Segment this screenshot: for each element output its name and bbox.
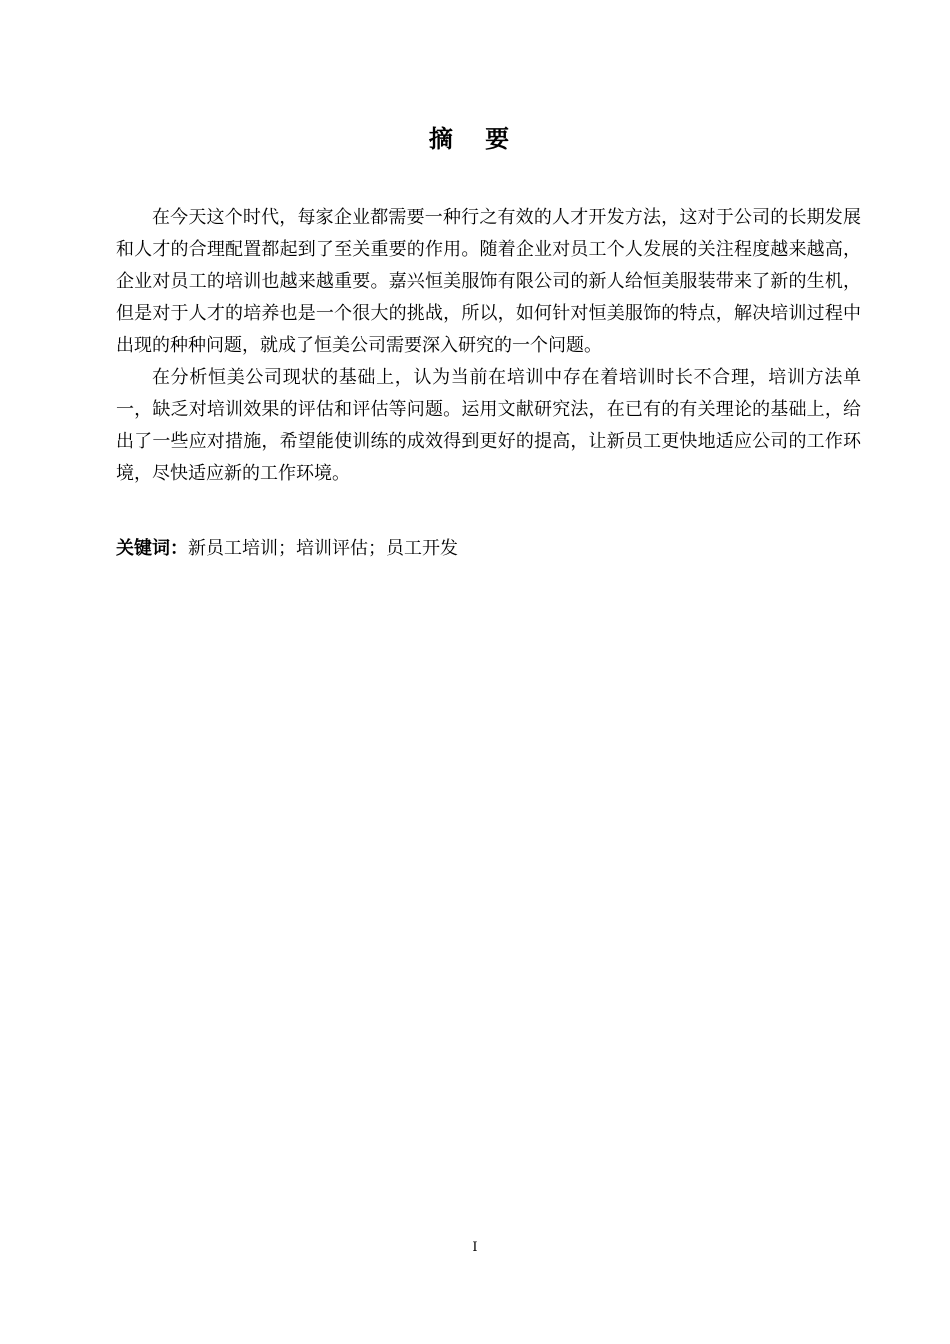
keywords-line xyxy=(116,533,861,565)
abstract-paragraph-1: 在今天这个时代，每家企业都需要一种行之有效的人才开发方法，这对于公司的长期发展和人才的合理配置都起到了至关重要的作用。随着企业对员工个人发展的关注程度越来越高，企业对员工的培训也越来越重要。嘉兴恒美服饰有限公司的新人给恒美服装带来了新的生机，但是对于人才的培养也是一个很大的挑战，所以，如何针对恒美服饰的特点，解决培训过程中出现的种种问题，就成了恒美公司需要深入研究的一个问题。 xyxy=(116,207,861,356)
keywords-label: 关键词： xyxy=(116,538,188,559)
page-title: 摘 要 xyxy=(428,125,522,153)
abstract-body xyxy=(116,202,861,490)
page-number: I xyxy=(472,1240,478,1255)
abstract-paragraph-2: 在分析恒美公司现状的基础上，认为当前在培训中存在着培训时长不合理，培训方法单一，缺乏对培训效果的评估和评估等问题。运用文献研究法，在已有的有关理论的基础上，给出了一些应对措施，希望能使训练的成效得到更好的提高，让新员工更快地适应公司的工作环境，尽快适应新的工作环境。 xyxy=(116,367,861,484)
keywords-list: 新员工培训；培训评估；员工开发 xyxy=(188,538,458,559)
